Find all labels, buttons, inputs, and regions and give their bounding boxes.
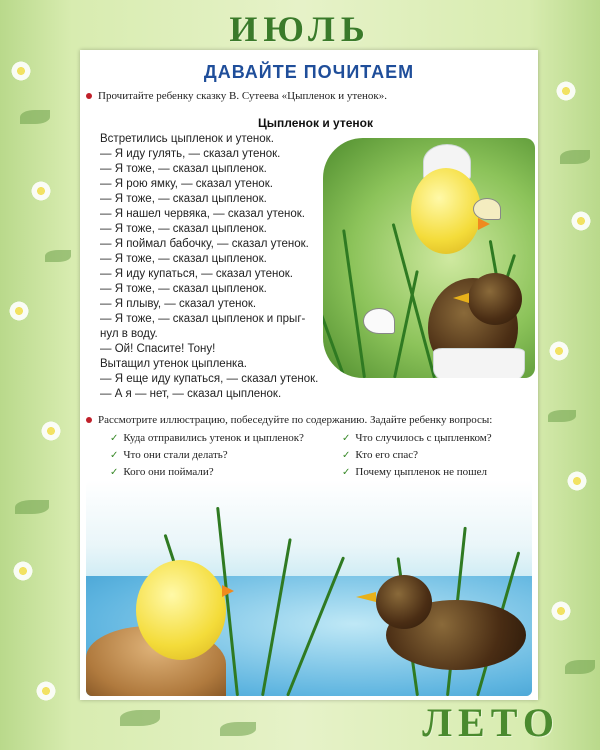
story-line: Встретились цыпленок и утенок. <box>100 133 274 145</box>
story-line: — Ой! Спасите! Тону! <box>100 343 216 355</box>
story-title: Цыпленок и утенок <box>258 116 373 130</box>
intro-text: Прочитайте ребенку сказку В. Сутеева «Цыпленок и утенок». <box>98 90 388 102</box>
checkmark-icon: ✓ <box>342 450 351 461</box>
story-line: — Я иду купаться, — сказал утенок. <box>100 268 294 280</box>
bullet-icon <box>86 93 92 99</box>
story-line: — Я тоже, — сказал цыпленок. <box>100 193 267 205</box>
story-line: — Я тоже, — сказал цыпленок. <box>100 253 267 265</box>
chick-and-duckling-illustration <box>323 138 535 378</box>
story-line: Вытащил утенок цыпленка. <box>100 358 247 370</box>
story-line: — Я тоже, — сказал цыпленок. <box>100 223 267 235</box>
story-line: — Я тоже, — сказал цыпленок и прыг- <box>100 313 306 325</box>
question-item: ✓ Что случилось с цыпленком? <box>342 432 492 444</box>
question-item: ✓ Кто его спас? <box>342 449 419 461</box>
question-item: ✓ Почему цыпленок не пошел <box>342 466 487 478</box>
content-sheet <box>80 50 538 700</box>
story-line: — Я еще иду купаться, — сказал утенок. <box>100 373 319 385</box>
checkmark-icon: ✓ <box>110 450 119 461</box>
question-item: ✓ Куда отправились утенок и цыпленок? <box>110 432 304 444</box>
bullet-icon <box>86 417 92 423</box>
checkmark-icon: ✓ <box>110 467 119 478</box>
story-line: — Я тоже, — сказал цыпленок. <box>100 163 267 175</box>
question-item: ✓ Кого они поймали? <box>110 466 214 478</box>
story-line: — Я плыву, — сказал утенок. <box>100 298 257 310</box>
story-line: — Я поймал бабочку, — сказал утенок. <box>100 238 309 250</box>
checkmark-icon: ✓ <box>342 467 351 478</box>
questions-intro-text: Рассмотрите иллюстрацию, побеседуйте по содержанию. Задайте ребенку вопросы: <box>98 414 493 426</box>
butterfly-icon <box>363 308 395 334</box>
intro-text-row <box>86 90 387 102</box>
season-title: ЛЕТО <box>422 700 560 745</box>
story-line: нул в воду. <box>100 328 158 340</box>
checkmark-icon: ✓ <box>342 433 351 444</box>
story-line: — А я — нет, — сказал цыпленок. <box>100 388 282 400</box>
story-line: — Я нашел червяка, — сказал утенок. <box>100 208 305 220</box>
butterfly-icon <box>473 198 501 220</box>
chick-icon <box>411 168 481 254</box>
checkmark-icon: ✓ <box>110 433 119 444</box>
story-text <box>100 132 340 402</box>
chick-icon <box>136 560 226 660</box>
pond-illustration <box>86 480 532 696</box>
story-line: — Я тоже, — сказал цыпленок. <box>100 283 267 295</box>
story-line: — Я рою ямку, — сказал утенок. <box>100 178 273 190</box>
page-heading: ДАВАЙТЕ ПОЧИТАЕМ <box>203 62 415 82</box>
story-line: — Я иду гулять, — сказал утенок. <box>100 148 281 160</box>
month-title: ИЮЛЬ <box>229 9 371 49</box>
question-item: ✓ Что они стали делать? <box>110 449 228 461</box>
questions-intro-row <box>86 414 492 426</box>
